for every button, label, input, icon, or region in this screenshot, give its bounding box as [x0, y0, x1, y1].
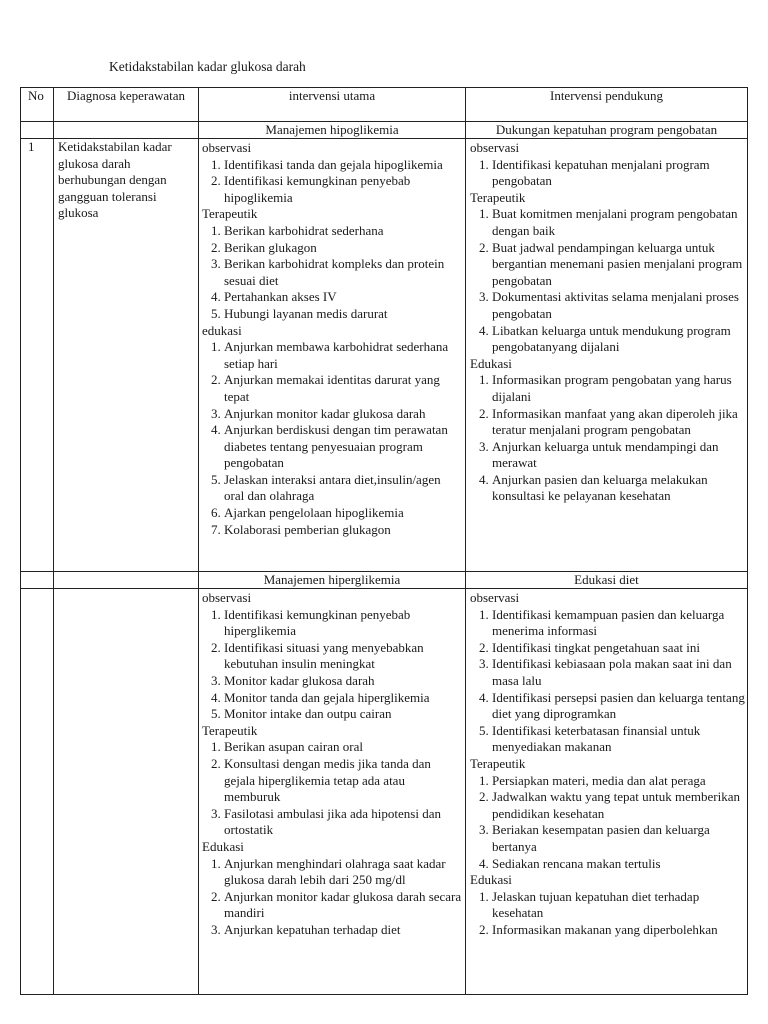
list-item: 4. Pertahankan akses IV [224, 289, 463, 306]
edukasi-heading: Edukasi [470, 355, 512, 371]
header-no: No [21, 88, 54, 122]
list-item: 2. Informasikan manfaat yang akan diperoleh jika teratur menjalani program pengobatan [492, 406, 745, 439]
table-row [21, 589, 748, 995]
list-item: 3. Anjurkan keluarga untuk mendampingi dan merawat [492, 439, 745, 472]
terapeutik-list [470, 206, 745, 355]
terapeutik-heading: Terapeutik [202, 206, 258, 222]
list-item: 4. Anjurkan pasien dan keluarga melakukan konsultasi ke pelayanan kesehatan [492, 472, 745, 505]
list-item: 4. Identifikasi persepsi pasien dan keluarga tentang diet yang diprogramkan [492, 690, 745, 723]
terapeutik-list [202, 223, 463, 323]
list-item: 2. Informasikan makanan yang diperbolehkan [492, 922, 745, 939]
subheading-row [21, 122, 748, 139]
list-item: 1. Identifikasi kemampuan pasien dan keluarga menerima informasi [492, 607, 745, 640]
list-item: 1. Jelaskan tujuan kepatuhan diet terhadap kesehatan [492, 889, 745, 922]
intervention-table [20, 87, 748, 995]
list-item: 1. Informasikan program pengobatan yang harus dijalani [492, 372, 745, 405]
terapeutik-heading: Terapeutik [470, 755, 526, 771]
observasi-list [470, 157, 745, 190]
list-item: 5. Monitor intake dan outpu cairan [224, 706, 463, 723]
list-item: 3. Dokumentasi aktivitas selama menjalani proses pengobatan [492, 289, 745, 322]
table-row [21, 139, 748, 572]
subheading-row [21, 572, 748, 589]
list-item: 2. Identifikasi tingkat pengetahuan saat ini [492, 640, 745, 657]
subheading-pendukung: Dukungan kepatuhan program pengobatan [466, 122, 748, 139]
empty-cell [54, 572, 199, 589]
edukasi-list [202, 856, 463, 939]
list-item: 1. Identifikasi kepatuhan menjalani program pengobatan [492, 157, 745, 190]
subheading-utama: Manajemen hipoglikemia [199, 122, 466, 139]
list-item: 2. Anjurkan monitor kadar glukosa darah secara mandiri [224, 889, 463, 922]
list-item: 2. Buat jadwal pendampingan keluarga untuk bergantian menemani pasien menjalani program pengobatan [492, 240, 745, 290]
row-number [21, 589, 54, 995]
list-item: 3. Beriakan kesempatan pasien dan keluarga bertanya [492, 822, 745, 855]
observasi-list [202, 157, 463, 207]
list-item: 3. Anjurkan kepatuhan terhadap diet [224, 922, 463, 939]
list-item: 1. Berikan asupan cairan oral [224, 739, 463, 756]
terapeutik-heading: Terapeutik [470, 189, 526, 205]
diagnosis-text [54, 589, 199, 995]
edukasi-list [202, 339, 463, 538]
subheading-utama: Manajemen hiperglikemia [199, 572, 466, 589]
list-item: 1. Persiapkan materi, media dan alat peraga [492, 773, 745, 790]
list-item: 4. Libatkan keluarga untuk mendukung program pengobatanyang dijalani [492, 323, 745, 356]
intervensi-utama-cell [199, 589, 466, 995]
document-title: Ketidakstabilan kadar glukosa darah [109, 59, 306, 74]
observasi-heading: observasi [202, 590, 252, 605]
observasi-heading: observasi [470, 140, 520, 155]
edukasi-heading: edukasi [202, 322, 242, 338]
list-item: 2. Identifikasi kemungkinan penyebab hipoglikemia [224, 173, 463, 206]
table-header-row [21, 88, 748, 122]
terapeutik-list [202, 739, 463, 839]
list-item: 2. Berikan glukagon [224, 240, 463, 257]
list-item: 3. Anjurkan monitor kadar glukosa darah [224, 406, 463, 423]
observasi-list [470, 607, 745, 756]
observasi-heading: observasi [202, 140, 252, 155]
list-item: 2. Jadwalkan waktu yang tepat untuk memberikan pendidikan kesehatan [492, 789, 745, 822]
list-item: 1. Buat komitmen menjalani program pengobatan dengan baik [492, 206, 745, 239]
edukasi-heading: Edukasi [202, 838, 244, 854]
intervensi-pendukung-cell [466, 139, 748, 572]
intervensi-utama-cell [199, 139, 466, 572]
header-intervensi-utama: intervensi utama [199, 88, 466, 122]
list-item: 3. Fasilotasi ambulasi jika ada hipotensi dan ortostatik [224, 806, 463, 839]
empty-cell [21, 122, 54, 139]
intervensi-pendukung-cell [466, 589, 748, 995]
observasi-list [202, 607, 463, 723]
list-item: 3. Berikan karbohidrat kompleks dan protein sesuai diet [224, 256, 463, 289]
list-item: 5. Jelaskan interaksi antara diet,insulin/agen oral dan olahraga [224, 472, 463, 505]
edukasi-heading: Edukasi [470, 872, 512, 888]
list-item: 1. Identifikasi tanda dan gejala hipoglikemia [224, 157, 463, 174]
list-item: 1. Anjurkan membawa karbohidrat sederhana setiap hari [224, 339, 463, 372]
diagnosis-text: Ketidakstabilan kadar glukosa darah berhubungan dengan gangguan toleransi glukosa [54, 139, 199, 572]
header-intervensi-pendukung: Intervensi pendukung [466, 88, 748, 122]
list-item: 2. Anjurkan memakai identitas darurat yang tepat [224, 372, 463, 405]
list-item: 6. Ajarkan pengelolaan hipoglikemia [224, 505, 463, 522]
edukasi-list [470, 372, 745, 505]
row-number: 1 [21, 139, 54, 572]
subheading-pendukung: Edukasi diet [466, 572, 748, 589]
list-item: 1. Identifikasi kemungkinan penyebab hiperglikemia [224, 607, 463, 640]
list-item: 7. Kolaborasi pemberian glukagon [224, 522, 463, 539]
list-item: 5. Hubungi layanan medis darurat [224, 306, 463, 323]
list-item: 5. Identifikasi keterbatasan finansial untuk menyediakan makanan [492, 723, 745, 756]
terapeutik-list [470, 773, 745, 873]
list-item: 3. Monitor kadar glukosa darah [224, 673, 463, 690]
observasi-heading: observasi [470, 590, 520, 605]
list-item: 2. Identifikasi situasi yang menyebabkan kebutuhan insulin meningkat [224, 640, 463, 673]
terapeutik-heading: Terapeutik [202, 722, 258, 738]
list-item: 1. Anjurkan menghindari olahraga saat kadar glukosa darah lebih dari 250 mg/dl [224, 856, 463, 889]
empty-cell [21, 572, 54, 589]
list-item: 3. Identifikasi kebiasaan pola makan saat ini dan masa lalu [492, 656, 745, 689]
list-item: 4. Monitor tanda dan gejala hiperglikemia [224, 690, 463, 707]
list-item: 4. Sediakan rencana makan tertulis [492, 856, 745, 873]
list-item: 1. Berikan karbohidrat sederhana [224, 223, 463, 240]
header-diagnosa: Diagnosa keperawatan [54, 88, 199, 122]
list-item: 2. Konsultasi dengan medis jika tanda dan gejala hiperglikemia tetap ada atau memburuk [224, 756, 463, 806]
list-item: 4. Anjurkan berdiskusi dengan tim perawatan diabetes tentang penyesuaian program pengobatan [224, 422, 463, 472]
empty-cell [54, 122, 199, 139]
edukasi-list [470, 889, 745, 939]
